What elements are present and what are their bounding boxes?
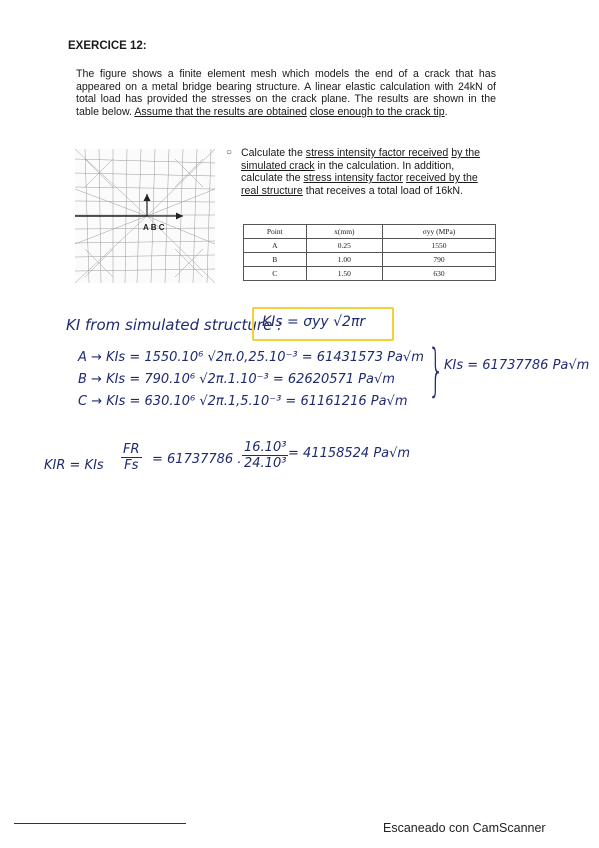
cell-x: 1.50 <box>306 267 382 281</box>
calc-point-c: C → KIs = 630.10⁶ √2π.1,5.10⁻³ = 61161216 Pa√m <box>78 394 408 409</box>
frac-denominator: 24.10³ <box>244 456 287 471</box>
cell-x: 0.25 <box>306 239 382 253</box>
intro-line: has appeared on a metal bridge bearing structure. A linear elastic calculation <box>76 68 496 93</box>
cell-x: 1.00 <box>306 253 382 267</box>
final-result: = 41158524 Pa√m <box>288 446 411 461</box>
cell-stress: 630 <box>383 267 496 281</box>
task-part: that receives a total load of 16kN. <box>302 184 464 197</box>
task-underlined: stress intensity factor <box>303 172 403 185</box>
intro-assumption: Assume that the results are obtained <box>134 105 307 118</box>
footer-divider <box>14 823 186 824</box>
frac-numerator: FR <box>123 442 140 457</box>
intro-assumption-2: close enough to the crack tip <box>309 105 445 118</box>
table-row <box>244 253 496 267</box>
calc-point-b: B → KIs = 790.10⁶ √2π.1.10⁻³ = 62620571 Pa√m <box>78 372 395 387</box>
final-lhs: KIR = KIs <box>44 458 104 473</box>
table-row <box>244 267 496 281</box>
handwritten-heading: KI from simulated structure : <box>66 316 283 334</box>
intro-line: The figure shows a finite element mesh which models the end of a crack that <box>76 68 474 80</box>
cell-stress: 790 <box>383 253 496 267</box>
task-underlined: stress intensity factor received <box>305 147 449 159</box>
final-middle: = 61737786 . <box>152 452 242 467</box>
header-x: x(mm) <box>306 225 382 239</box>
cell-point: B <box>244 253 307 267</box>
scanner-watermark: Escaneado con CamScanner <box>383 821 546 835</box>
frac-denominator: Fs <box>124 458 139 473</box>
curly-brace-icon: } <box>428 338 445 403</box>
task-part: in the calculation. In addition, calculate the <box>241 159 455 185</box>
calc-point-a: A → KIs = 1550.10⁶ √2π.0,25.10⁻³ = 61431573 Pa√m <box>78 350 424 365</box>
header-stress: σyy (MPa) <box>383 225 496 239</box>
intro-line: results are shown in the table below. <box>76 93 496 118</box>
task-underlined: by the simulated crack <box>241 147 481 172</box>
intro-line: with 24kN of total load has provided the stresses on the crack plane. The <box>76 80 496 106</box>
frac-numerator: 16.10³ <box>244 440 287 455</box>
average-k-result: KIs = 61737786 Pa√m <box>444 358 590 373</box>
intro-period: . <box>444 105 448 118</box>
mesh-points-label: A B C <box>143 223 165 232</box>
boxed-formula: KIs = σyy √2πr <box>262 314 366 330</box>
exercise-title: EXERCICE 12: <box>68 40 147 52</box>
header-point: Point <box>244 225 307 239</box>
task-text <box>241 147 491 197</box>
results-table <box>243 224 496 281</box>
force-ratio-fraction <box>117 442 146 473</box>
exercise-intro <box>76 68 496 118</box>
task-underlined: received by the real structure <box>241 172 478 197</box>
bullet-icon: ○ <box>226 147 233 158</box>
table-row <box>244 239 496 253</box>
finite-element-mesh-figure <box>75 149 215 283</box>
cell-point: A <box>244 239 307 253</box>
load-ratio-fraction <box>238 440 292 471</box>
table-header-row <box>244 225 496 239</box>
task-part: Calculate the <box>241 147 306 159</box>
cell-stress: 1550 <box>383 239 496 253</box>
cell-point: C <box>244 267 307 281</box>
